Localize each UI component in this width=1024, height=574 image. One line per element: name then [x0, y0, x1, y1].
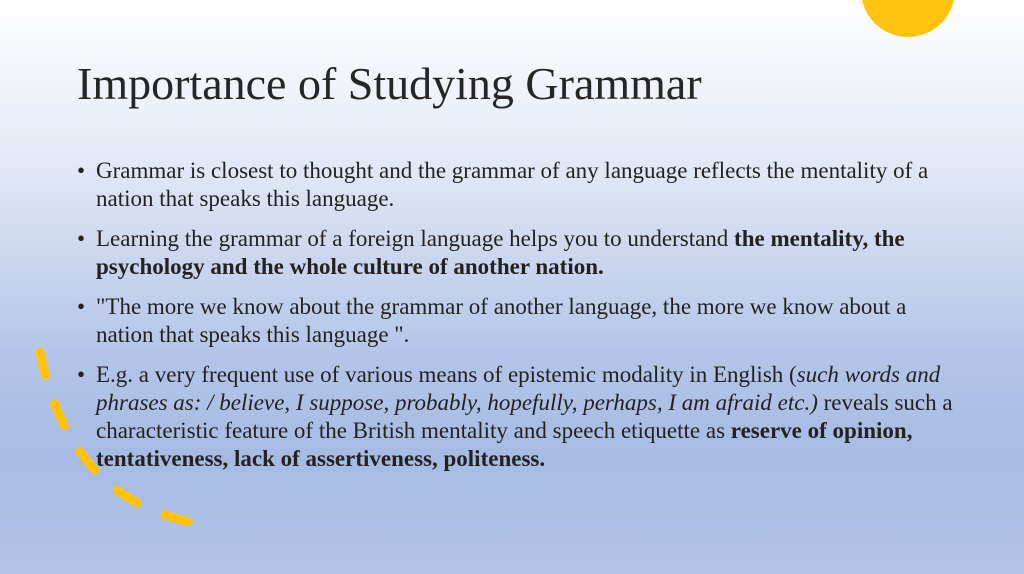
bullet-item-2: [77, 225, 957, 281]
decorative-sun-circle-icon: [861, 0, 955, 37]
bullet-item-3: [77, 293, 957, 349]
bullet-dot: •: [77, 362, 86, 387]
slide-title: Importance of Studying Grammar: [77, 58, 702, 109]
bullet-item-4: [77, 361, 957, 473]
bullet-3-text: "The more we know about the grammar of another language, the more we know about a nation that speaks this language ".: [96, 294, 907, 347]
bullet-4-text-italic: such words and phrases as: / believe, I suppose, probably, hopefully, perhaps, I am afraid etc.): [96, 362, 941, 415]
bullet-1-text: Grammar is closest to thought and the grammar of any language reflects the mentality of a nation that speaks this language.: [96, 158, 929, 211]
bullet-4-text-regular-a: E.g. a very frequent use of various means of epistemic modality in English (: [96, 362, 797, 387]
bullet-list: [77, 157, 957, 485]
bullet-dot: •: [77, 226, 86, 251]
bullet-2-text-bold: the mentality, the psychology and the whole culture of another nation.: [96, 226, 905, 279]
bullet-dot: •: [77, 158, 86, 183]
bullet-2-text-regular: Learning the grammar of a foreign language helps you to understand: [96, 226, 735, 251]
bullet-item-1: [77, 157, 957, 213]
bullet-4-text-bold: reserve of opinion, tentativeness, lack of assertiveness, politeness.: [96, 418, 913, 471]
bullet-dot: •: [77, 294, 86, 319]
bullet-4-text-regular-b: reveals such a characteristic feature of the British mentality and speech etiquette as: [96, 390, 953, 443]
